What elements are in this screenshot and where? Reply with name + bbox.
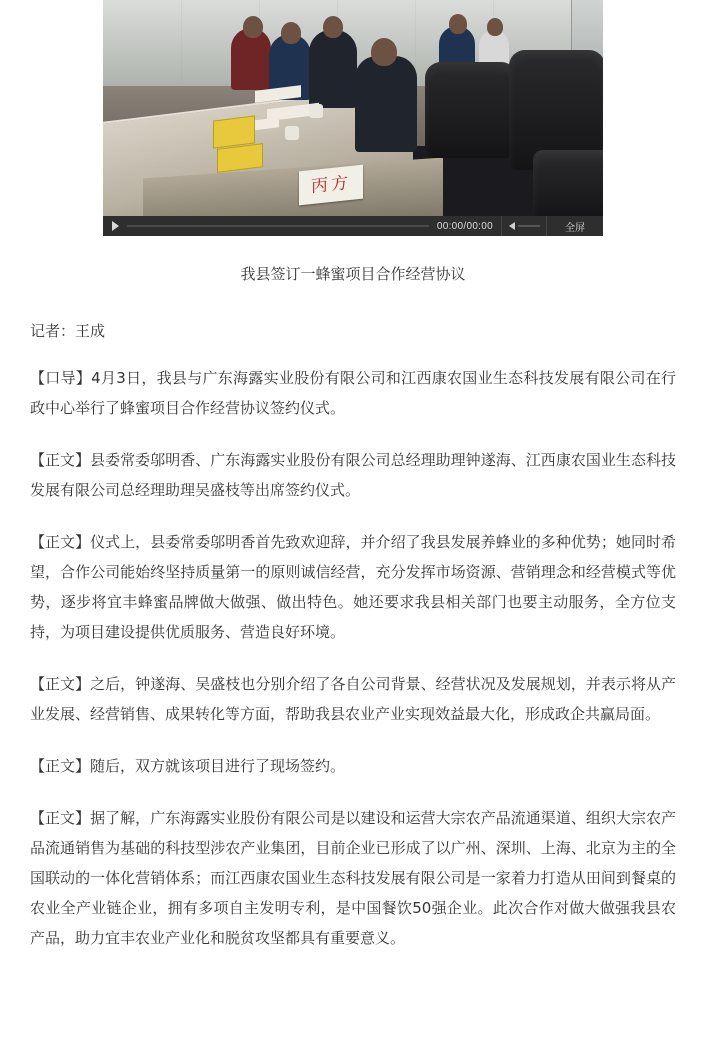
fullscreen-button[interactable]: 全屏 xyxy=(565,222,585,234)
attendee-head xyxy=(449,14,467,34)
byline: 记者：王成 xyxy=(30,322,106,340)
volume-slider[interactable] xyxy=(518,225,540,227)
attendee xyxy=(309,30,357,108)
play-icon xyxy=(112,221,119,231)
tea-cup xyxy=(309,104,323,118)
attendee-head xyxy=(323,16,343,38)
office-chair xyxy=(425,62,517,158)
progress-bar[interactable] xyxy=(127,216,429,236)
paragraph: 【口导】4月3日，我县与广东海露实业股份有限公司和江西康农国业生态科技发展有限公司在行政中心举行了蜂蜜项目合作经营协议签约仪式。 xyxy=(30,369,676,417)
office-chair xyxy=(533,150,603,216)
paragraph: 【正文】之后，钟遂海、吴盛枝也分别介绍了各自公司背景、经营状况及发展规划，并表示将从产业发展、经营销售、成果转化等方面，帮助我县农业产业实现效益最大化，形成政企共赢局面。 xyxy=(30,675,676,723)
speaker-icon xyxy=(509,222,515,230)
attendee-head xyxy=(487,18,503,36)
attendee-head xyxy=(281,22,301,44)
volume-control[interactable] xyxy=(501,216,547,236)
video-frame xyxy=(103,0,603,216)
video-player-container xyxy=(103,0,603,236)
paragraph: 【正文】随后，双方就该项目进行了现场签约。 xyxy=(30,757,346,775)
progress-track xyxy=(127,225,429,227)
attendee-foreground xyxy=(355,56,417,152)
tea-cup xyxy=(285,126,299,140)
time-display: 00:00/00:00 xyxy=(436,220,493,232)
placard-text: 丙方 xyxy=(311,172,351,198)
yellow-box xyxy=(213,115,255,148)
paragraph: 【正文】仪式上，县委常委邬明香首先致欢迎辞，并介绍了我县发展养蜂业的多种优势；她同时希望，合作公司能始终坚持质量第一的原则诚信经营，充分发挥市场资源、营销理念和经营模式等优势，逐步将宜丰蜂蜜品牌做大做强、做出特色。她还要求我县相关部门也要主动服务，全方位支持，为项目建设提供优质服务、营造良好环境。 xyxy=(30,533,676,641)
attendee-head xyxy=(371,38,397,66)
play-button[interactable] xyxy=(103,216,127,236)
attendee-head xyxy=(243,16,263,38)
paragraph: 【正文】据了解，广东海露实业股份有限公司是以建设和运营大宗农产品流通渠道、组织大宗农产品流通销售为基础的科技型涉农产业集团，目前企业已形成了以广州、深圳、上海、北京为主的全国联动的一体化营销体系；而江西康农国业生态科技发展有限公司是一家着力打造从田间到餐桌的农业全产业链企业，拥有多项自主发明专利，是中国餐饮50强企业。此次合作对做大做强我县农产品，助力宜丰农业产业化和脱贫攻坚都具有重要意义。 xyxy=(30,809,676,947)
page-title: 我县签订一蜂蜜项目合作经营协议 xyxy=(240,265,466,283)
name-placard xyxy=(299,165,363,206)
video-player[interactable] xyxy=(103,0,603,236)
video-controls[interactable] xyxy=(103,216,603,236)
paragraph: 【正文】县委常委邬明香、广东海露实业股份有限公司总经理助理钟遂海、江西康农国业生态科技发展有限公司总经理助理吴盛枝等出席签约仪式。 xyxy=(30,451,676,499)
